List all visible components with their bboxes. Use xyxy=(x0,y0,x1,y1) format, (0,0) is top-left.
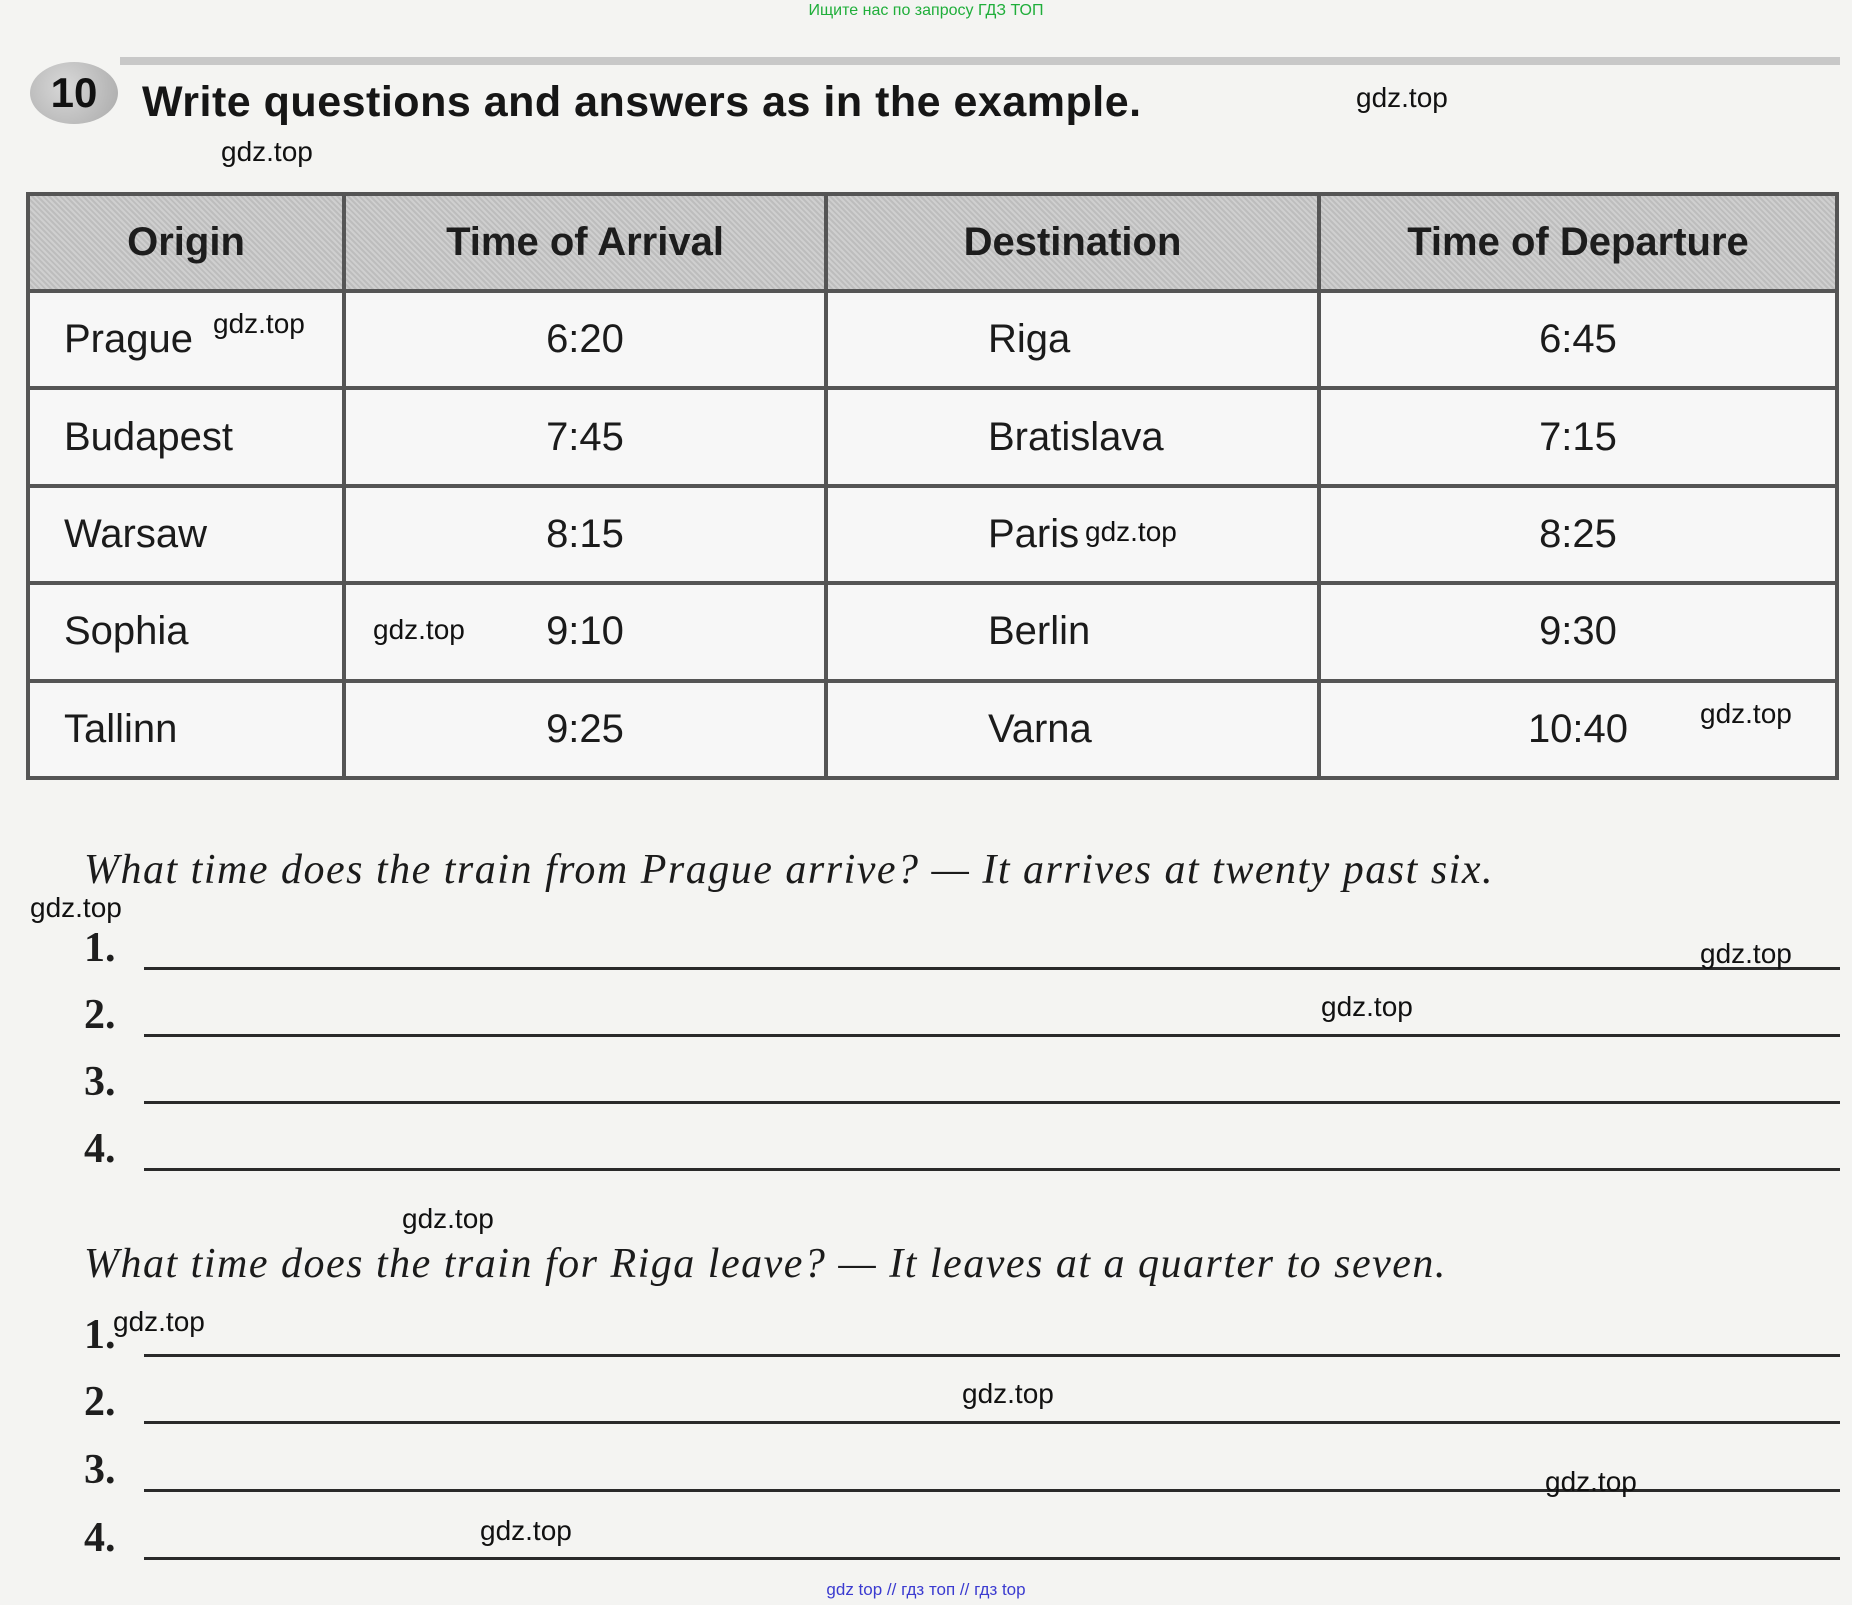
example-arrival: What time does the train from Prague arrive? — It arrives at twenty past six. xyxy=(84,847,1494,893)
answer-line[interactable] xyxy=(84,1515,1840,1566)
table-row xyxy=(28,681,1837,778)
table-row xyxy=(28,388,1837,485)
arrival-cell: 6:20 xyxy=(344,291,826,388)
line-number: 4. xyxy=(84,1515,116,1561)
header-departure: Time of Departure xyxy=(1319,194,1837,291)
header-rule xyxy=(120,57,1840,65)
write-line xyxy=(144,1421,1840,1424)
destination-cell: Riga xyxy=(826,291,1319,388)
answer-line[interactable] xyxy=(84,1059,1840,1110)
line-number: 2. xyxy=(84,1379,116,1425)
watermark: gdz.top xyxy=(30,892,122,923)
header-arrival: Time of Arrival xyxy=(344,194,826,291)
origin-cell: Budapest xyxy=(28,388,344,485)
origin-cell: Prague xyxy=(28,291,344,388)
destination-cell: Paris xyxy=(826,486,1319,583)
watermark: gdz.top xyxy=(402,1203,494,1234)
watermark: gdz.top xyxy=(373,614,465,645)
watermark: gdz.top xyxy=(1700,698,1792,729)
departure-cell: 8:25 xyxy=(1319,486,1837,583)
write-line xyxy=(144,1101,1840,1104)
exercise-title: Write questions and answers as in the example. xyxy=(142,78,1142,126)
bottom-banner: gdz top // гдз топ // гдз top xyxy=(826,1580,1026,1599)
watermark: gdz.top xyxy=(1321,991,1413,1022)
line-number: 4. xyxy=(84,1126,116,1172)
train-schedule-table xyxy=(26,192,1839,780)
origin-cell: Tallinn xyxy=(28,681,344,778)
line-number: 1. xyxy=(84,1312,116,1358)
answer-line[interactable] xyxy=(84,925,1840,976)
answer-line[interactable] xyxy=(84,1312,1840,1363)
arrival-cell: 9:10 xyxy=(344,583,826,680)
destination-cell: Varna xyxy=(826,681,1319,778)
header-origin: Origin xyxy=(28,194,344,291)
arrival-cell: 9:25 xyxy=(344,681,826,778)
arrival-cell: 7:45 xyxy=(344,388,826,485)
watermark: gdz.top xyxy=(1085,516,1177,547)
answer-line[interactable] xyxy=(84,1126,1840,1177)
table-header-row xyxy=(28,194,1837,291)
departure-cell: 9:30 xyxy=(1319,583,1837,680)
line-number: 3. xyxy=(84,1447,116,1493)
destination-cell: Bratislava xyxy=(826,388,1319,485)
destination-cell: Berlin xyxy=(826,583,1319,680)
exercise-number-badge xyxy=(30,62,118,124)
top-banner: Ищите нас по запросу ГДЗ ТОП xyxy=(808,2,1044,19)
table-row xyxy=(28,486,1837,583)
watermark: gdz.top xyxy=(480,1515,572,1546)
write-line xyxy=(144,967,1840,970)
watermark: gdz.top xyxy=(962,1378,1054,1409)
watermark: gdz.top xyxy=(1700,938,1792,969)
watermark: gdz.top xyxy=(221,136,313,167)
exercise-number: 10 xyxy=(50,69,98,116)
origin-cell: Warsaw xyxy=(28,486,344,583)
line-number: 3. xyxy=(84,1059,116,1105)
header-destination: Destination xyxy=(826,194,1319,291)
departure-cell: 10:40 xyxy=(1319,681,1837,778)
watermark: gdz.top xyxy=(213,308,305,339)
table-row xyxy=(28,583,1837,680)
write-line xyxy=(144,1354,1840,1357)
arrival-cell: 8:15 xyxy=(344,486,826,583)
departure-cell: 6:45 xyxy=(1319,291,1837,388)
write-line xyxy=(144,1168,1840,1171)
origin-cell: Sophia xyxy=(28,583,344,680)
departure-cell: 7:15 xyxy=(1319,388,1837,485)
line-number: 1. xyxy=(84,925,116,971)
watermark: gdz.top xyxy=(1356,82,1448,113)
write-line xyxy=(144,1557,1840,1560)
line-number: 2. xyxy=(84,992,116,1038)
write-line xyxy=(144,1034,1840,1037)
answer-line[interactable] xyxy=(84,992,1840,1043)
watermark: gdz.top xyxy=(1545,1466,1637,1497)
example-departure: What time does the train for Riga leave? — It leaves at a quarter to seven. xyxy=(84,1241,1447,1287)
watermark: gdz.top xyxy=(113,1306,205,1337)
